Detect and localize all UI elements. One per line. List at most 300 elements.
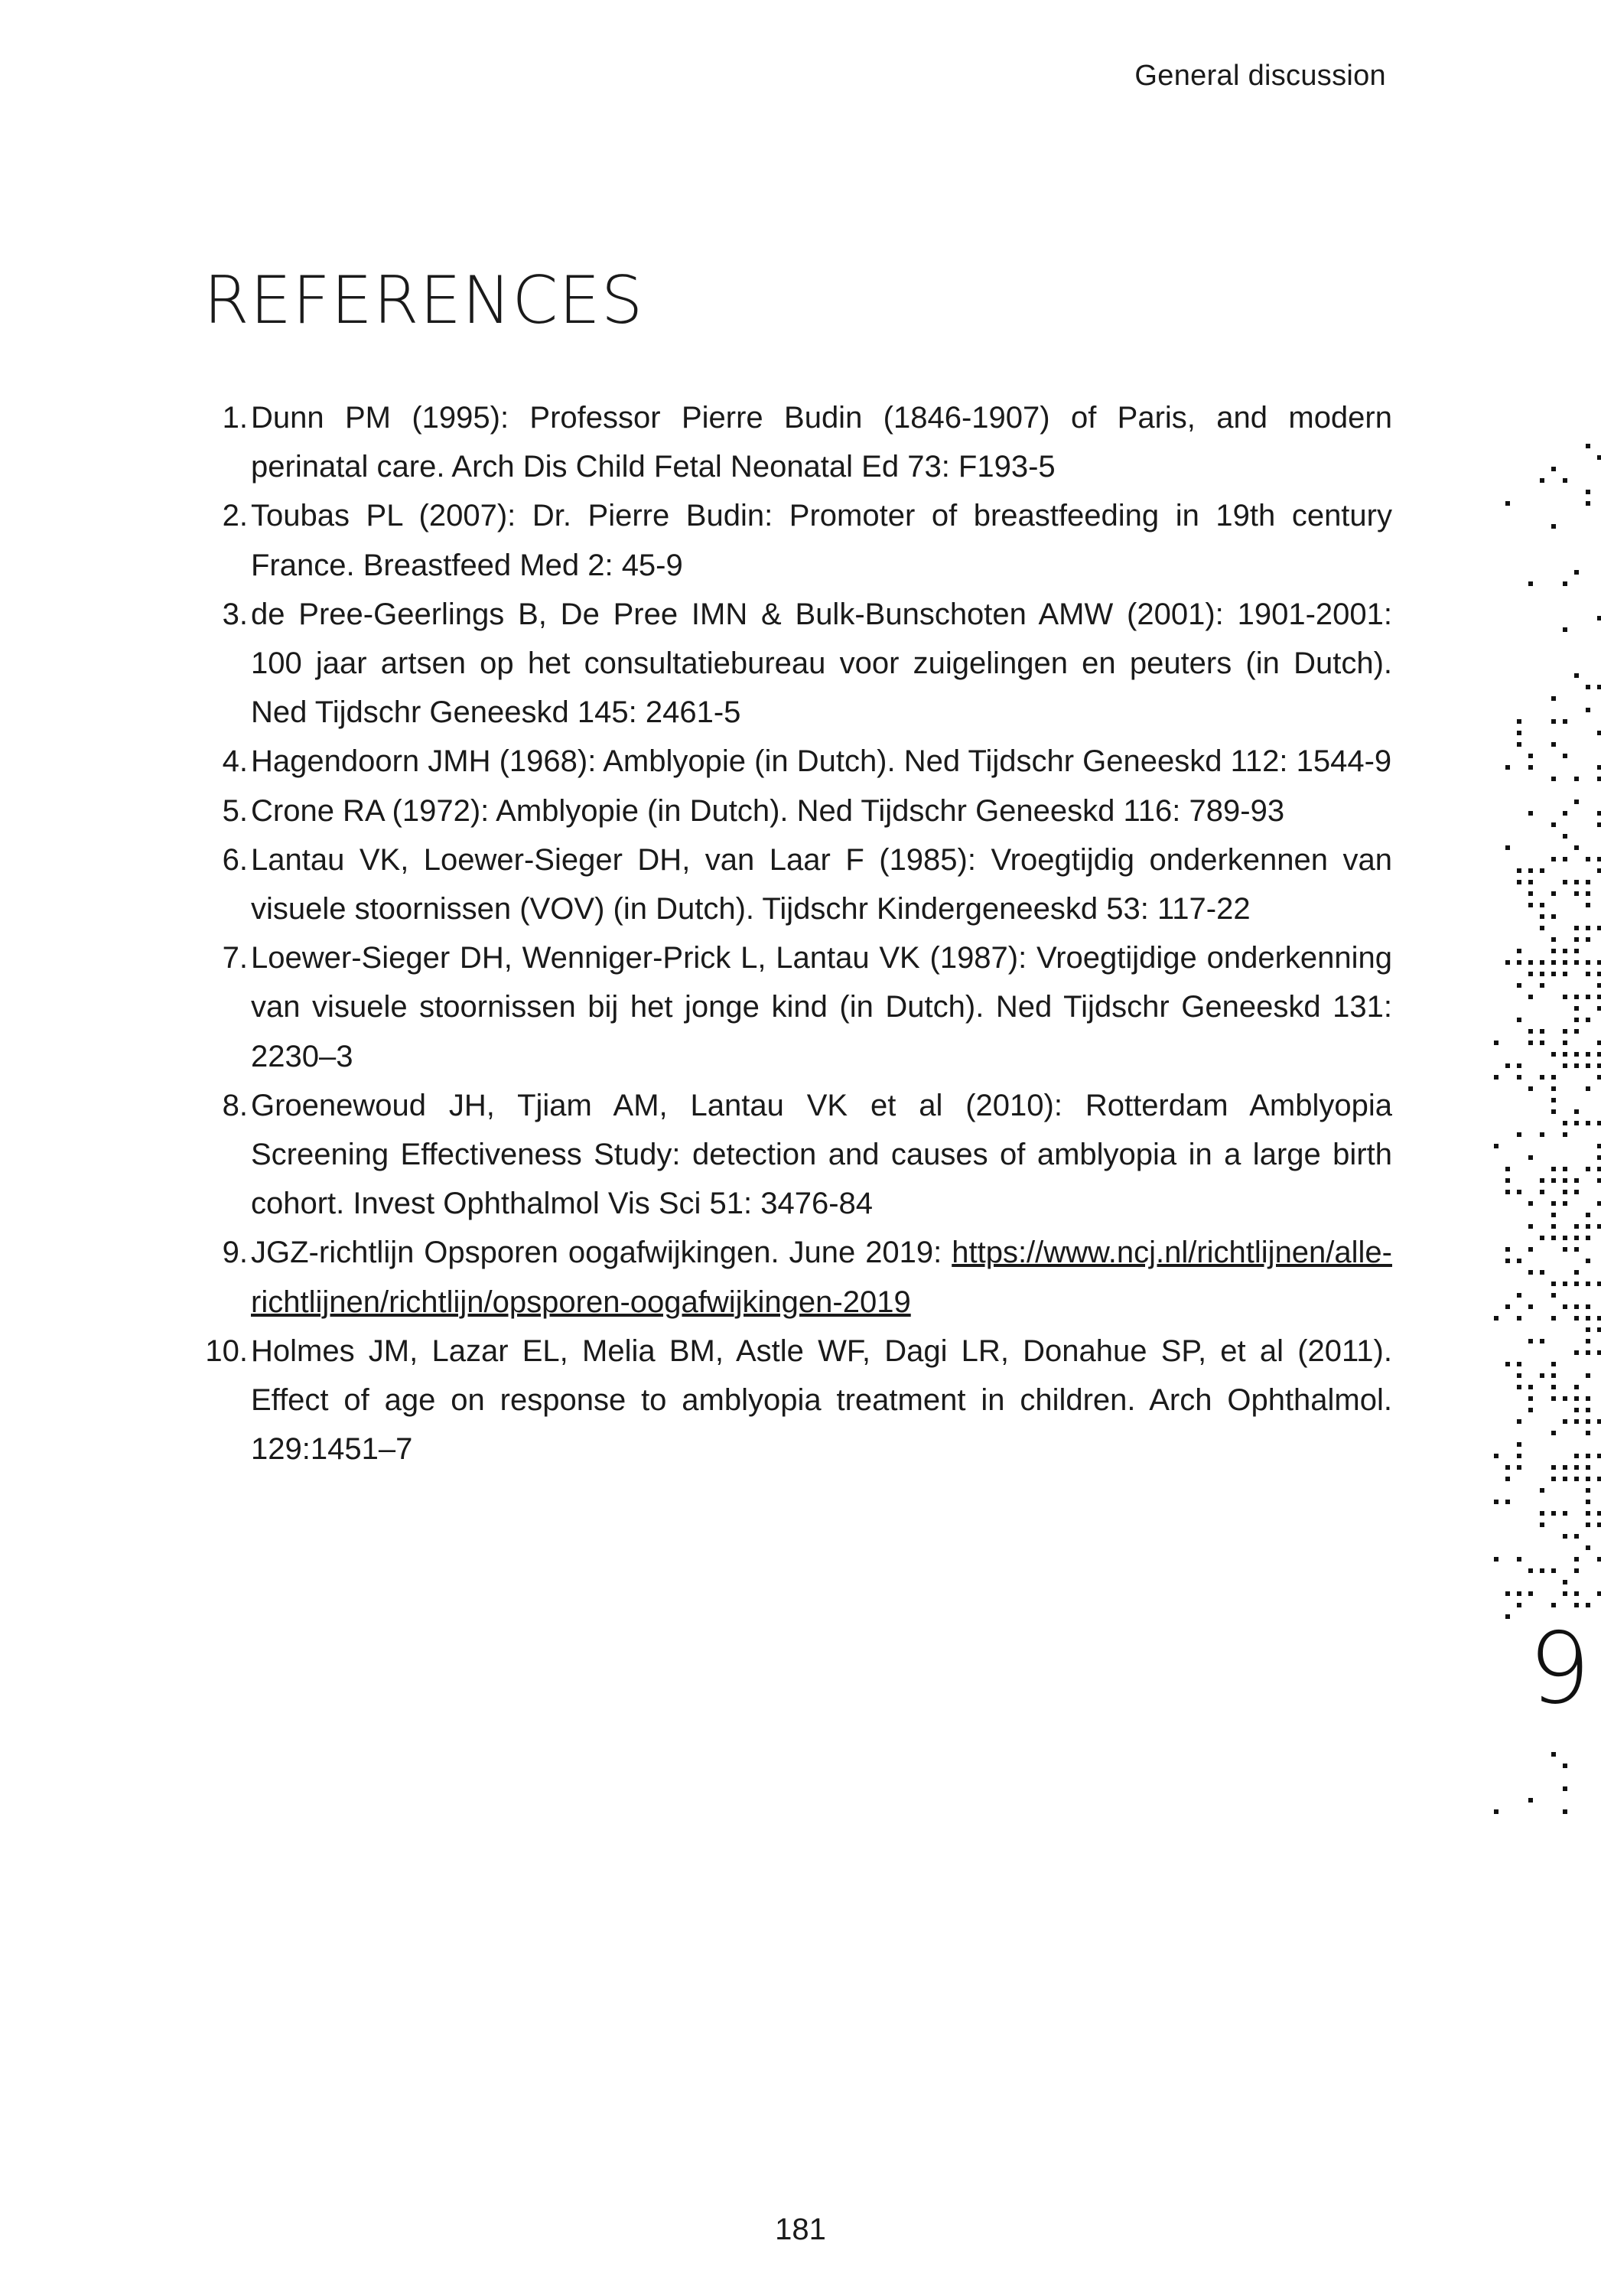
pattern-dot (1574, 960, 1579, 965)
pattern-dot (1586, 1477, 1590, 1481)
pattern-dot (1563, 719, 1567, 724)
pattern-dot (1586, 1224, 1590, 1229)
pattern-dot (1494, 1316, 1498, 1321)
pattern-dot (1597, 1041, 1601, 1045)
pattern-dot (1597, 1511, 1601, 1516)
pattern-dot (1574, 937, 1579, 942)
pattern-dot (1540, 960, 1544, 965)
pattern-dot (1563, 1396, 1567, 1401)
reference-number: 1. (222, 401, 248, 435)
pattern-dot (1563, 1201, 1567, 1206)
pattern-dot (1505, 501, 1510, 506)
pattern-dot (1517, 1316, 1521, 1321)
pattern-dot (1586, 1316, 1590, 1321)
pattern-dot (1586, 1465, 1590, 1470)
pattern-dot (1528, 972, 1533, 976)
pattern-dot (1597, 765, 1601, 770)
pattern-dot (1597, 983, 1601, 988)
pattern-dot (1528, 1155, 1533, 1160)
pattern-dot (1574, 926, 1579, 930)
pattern-dot (1505, 1614, 1510, 1619)
pattern-dot (1517, 1259, 1521, 1263)
pattern-dot (1563, 949, 1567, 953)
pattern-dot (1551, 696, 1556, 701)
pattern-dot (1505, 1362, 1510, 1366)
pattern-dot (1551, 822, 1556, 827)
pattern-dot (1574, 1454, 1579, 1458)
pattern-dot (1540, 1029, 1544, 1034)
pattern-dot (1574, 1006, 1579, 1011)
pattern-dot (1551, 914, 1556, 919)
pattern-dot (1574, 949, 1579, 953)
pattern-dot (1597, 1006, 1601, 1011)
pattern-dot (1528, 1270, 1533, 1275)
pattern-dot (1563, 995, 1567, 999)
pattern-dot (1517, 1373, 1521, 1378)
reference-text: de Pree-Geerlings B, De Pree IMN & Bulk-Bunschoten AMW (2001): 1901-2001: 100 jaar artsen op het consultatiebureau voor zuigelingen en peuters (in Dutch). Ned Tijdschr Geneeskd 145: 2461-5 (251, 597, 1392, 730)
pattern-dot (1551, 1213, 1556, 1217)
pattern-dot (1586, 1350, 1590, 1355)
pattern-dot (1551, 1316, 1556, 1321)
pattern-dot (1586, 1282, 1590, 1286)
pattern-dot (1517, 1293, 1521, 1298)
pattern-dot (1597, 1201, 1601, 1206)
pattern-dot (1551, 742, 1556, 747)
reference-number: 9. (222, 1236, 248, 1270)
pattern-dot (1517, 1603, 1521, 1607)
pattern-dot (1540, 1041, 1544, 1045)
pattern-dot (1528, 1408, 1533, 1412)
pattern-dot (1597, 1075, 1601, 1080)
pattern-dot (1574, 1190, 1579, 1194)
pattern-dot (1540, 914, 1544, 919)
pattern-dot (1586, 490, 1590, 494)
pattern-dot (1597, 1454, 1601, 1458)
pattern-dot (1517, 1465, 1521, 1470)
pattern-dot (1540, 1523, 1544, 1527)
pattern-dot (1574, 1534, 1579, 1539)
pattern-dot (1517, 719, 1521, 724)
reference-text: Lantau VK, Loewer-Sieger DH, van Laar F (1985): Vroegtijdig onderkennen van visuele stoornissen (VOV) (in Dutch). Tijdschr Kindergeneeskd 53: 117-22 (251, 842, 1392, 927)
pattern-dot (1563, 1190, 1567, 1194)
pattern-dot (1586, 937, 1590, 942)
pattern-dot (1563, 754, 1567, 758)
pattern-dot (1586, 1396, 1590, 1401)
running-header: General discussion (1134, 60, 1386, 92)
pattern-dot (1574, 1568, 1579, 1573)
pattern-dot (1528, 754, 1533, 758)
pattern-dot (1540, 1178, 1544, 1183)
pattern-dot (1517, 1063, 1521, 1068)
pattern-dot (1540, 983, 1544, 988)
pattern-dot (1528, 1396, 1533, 1401)
pattern-dot (1494, 1809, 1498, 1814)
pattern-dot (1586, 1304, 1590, 1309)
pattern-dot (1586, 1167, 1590, 1171)
pattern-dot (1586, 1373, 1590, 1378)
pattern-dot (1505, 845, 1510, 850)
pattern-dot (1517, 960, 1521, 965)
pattern-dot (1586, 880, 1590, 884)
pattern-dot (1586, 891, 1590, 896)
pattern-dot (1563, 1591, 1567, 1596)
pattern-dot (1563, 1511, 1567, 1516)
pattern-dot (1586, 444, 1590, 448)
pattern-dot (1574, 1385, 1579, 1389)
pattern-dot (1574, 1236, 1579, 1240)
pattern-dot (1574, 1591, 1579, 1596)
pattern-dot (1563, 972, 1567, 976)
pattern-dot (1586, 1603, 1590, 1607)
pattern-dot (1505, 1500, 1510, 1504)
pattern-dot (1528, 765, 1533, 770)
reference-item (199, 590, 1392, 738)
pattern-dot (1574, 1396, 1579, 1401)
pattern-dot (1540, 1132, 1544, 1137)
pattern-dot (1551, 1224, 1556, 1229)
pattern-dot (1517, 742, 1521, 747)
pattern-dot (1551, 1603, 1556, 1607)
reference-number: 2. (222, 499, 248, 533)
pattern-dot (1505, 1465, 1510, 1470)
pattern-dot (1574, 800, 1579, 804)
pattern-dot (1540, 868, 1544, 873)
pattern-dot (1528, 581, 1533, 586)
pattern-dot (1563, 1132, 1567, 1137)
pattern-dot (1574, 1304, 1579, 1309)
pattern-dot (1586, 1259, 1590, 1263)
pattern-dot (1586, 1500, 1590, 1504)
pattern-dot (1586, 1018, 1590, 1022)
pattern-dot (1563, 1167, 1567, 1171)
pattern-dot (1505, 1190, 1510, 1194)
pattern-dot (1597, 1144, 1601, 1148)
pattern-dot (1528, 1591, 1533, 1596)
pattern-dot (1563, 1236, 1567, 1240)
pattern-dot (1551, 1477, 1556, 1481)
reference-text: Toubas PL (2007): Dr. Pierre Budin: Promoter of breastfeeding in 19th century France. Breastfeed Med 2: 45-9 (251, 499, 1392, 582)
pattern-dot (1586, 1052, 1590, 1057)
reference-item (199, 491, 1392, 589)
pattern-dot (1586, 1545, 1590, 1550)
pattern-dot (1586, 857, 1590, 861)
section-heading: REFERENCES (203, 262, 644, 339)
pattern-dot (1563, 1121, 1567, 1125)
pattern-dot (1586, 926, 1590, 930)
pattern-dot (1505, 1304, 1510, 1309)
reference-url-link[interactable]: https://www.ncj.nl/richtlijnen/alle-richtlijnen/richtlijn/opsporen-oogafwijkingen-2019 (251, 1236, 1392, 1319)
pattern-dot (1528, 811, 1533, 816)
pattern-dot (1551, 1396, 1556, 1401)
pattern-dot (1563, 1465, 1567, 1470)
pattern-dot (1563, 811, 1567, 816)
pattern-dot (1540, 1488, 1544, 1493)
pattern-dot (1540, 972, 1544, 976)
pattern-dot (1574, 1029, 1579, 1034)
pattern-dot (1494, 1075, 1498, 1080)
pattern-dot (1563, 880, 1567, 884)
pattern-dot (1517, 1591, 1521, 1596)
pattern-dot (1528, 903, 1533, 907)
pattern-dot (1574, 1603, 1579, 1607)
pattern-dot (1574, 673, 1579, 678)
pattern-dot (1528, 995, 1533, 999)
pattern-dot (1551, 960, 1556, 965)
pattern-dot (1597, 822, 1601, 827)
pattern-dot (1494, 1454, 1498, 1458)
pattern-dot (1563, 1304, 1567, 1309)
pattern-dot (1540, 926, 1544, 930)
pattern-dot (1528, 1247, 1533, 1252)
pattern-dot (1586, 1236, 1590, 1240)
pattern-dot (1586, 1086, 1590, 1091)
pattern-dot (1586, 1408, 1590, 1412)
pattern-dot (1586, 501, 1590, 506)
pattern-dot (1574, 1018, 1579, 1022)
pattern-dot (1563, 1477, 1567, 1481)
pattern-dot (1528, 960, 1533, 965)
pattern-dot (1551, 1167, 1556, 1171)
pattern-dot (1505, 960, 1510, 965)
pattern-dot (1517, 868, 1521, 873)
pattern-dot (1540, 1339, 1544, 1343)
pattern-dot (1505, 1167, 1510, 1171)
pattern-dot (1597, 1591, 1601, 1596)
pattern-dot (1574, 570, 1579, 575)
pattern-dot (1528, 1086, 1533, 1091)
pattern-dot (1540, 1190, 1544, 1194)
pattern-dot (1597, 1282, 1601, 1286)
pattern-dot (1586, 1511, 1590, 1516)
pattern-dot (1563, 1041, 1567, 1045)
pattern-dot (1540, 1568, 1544, 1573)
pattern-dot (1563, 1534, 1567, 1539)
reference-text: Dunn PM (1995): Professor Pierre Budin (1846-1907) of Paris, and modern perinatal care. Arch Dis Child Fetal Neonatal Ed 73: F193-5 (251, 401, 1392, 484)
pattern-dot (1597, 1327, 1601, 1332)
pattern-dot (1540, 1075, 1544, 1080)
pattern-dot (1574, 1408, 1579, 1412)
pattern-dot (1574, 1109, 1579, 1114)
pattern-dot (1517, 1018, 1521, 1022)
pattern-dot (1574, 1121, 1579, 1125)
reference-item (199, 737, 1392, 786)
reference-item (199, 1081, 1392, 1229)
pattern-dot (1597, 1350, 1601, 1355)
pattern-dot (1574, 1270, 1579, 1275)
pattern-dot (1505, 1477, 1510, 1481)
pattern-dot (1563, 1764, 1567, 1768)
pattern-dot (1597, 1063, 1601, 1068)
pattern-dot (1540, 1511, 1544, 1516)
reference-number: 8. (222, 1088, 248, 1122)
pattern-dot (1586, 960, 1590, 965)
pattern-dot (1517, 1132, 1521, 1137)
pattern-dot (1563, 834, 1567, 839)
pattern-dot (1551, 1373, 1556, 1378)
pattern-dot (1586, 685, 1590, 689)
pattern-dot (1563, 581, 1567, 586)
reference-text: Crone RA (1972): Amblyopie (in Dutch). Ned Tijdschr Geneeskd 116: 789-93 (251, 793, 1285, 828)
pattern-dot (1586, 903, 1590, 907)
pattern-dot (1551, 891, 1556, 896)
pattern-dot (1597, 972, 1601, 976)
pattern-dot (1551, 1568, 1556, 1573)
reference-text: Loewer-Sieger DH, Wenniger-Prick L, Lantau VK (1987): Vroegtijdige onderkenning van visuele stoornissen bij het jonge kind (in Dutch). Ned Tijdschr Geneeskd 131: 2230–3 (251, 941, 1392, 1073)
pattern-dot (1563, 1809, 1567, 1814)
pattern-dot (1551, 972, 1556, 976)
pattern-dot (1528, 1041, 1533, 1045)
pattern-dot (1563, 1786, 1567, 1791)
pattern-dot (1597, 1316, 1601, 1321)
pattern-dot (1574, 880, 1579, 884)
pattern-dot (1551, 719, 1556, 724)
pattern-dot (1528, 868, 1533, 873)
pattern-dot (1574, 845, 1579, 850)
pattern-dot (1540, 1373, 1544, 1378)
pattern-dot (1586, 708, 1590, 712)
pattern-dot (1551, 1293, 1556, 1298)
pattern-dot (1517, 1419, 1521, 1424)
pattern-dot (1551, 467, 1556, 471)
pattern-dot (1528, 891, 1533, 896)
reference-text: Hagendoorn JMH (1968): Amblyopie (in Dutch). Ned Tijdschr Geneeskd 112: 1544-9 (251, 744, 1392, 779)
pattern-dot (1551, 1098, 1556, 1102)
pattern-dot (1597, 455, 1601, 460)
pattern-dot (1597, 857, 1601, 861)
pattern-dot (1597, 685, 1601, 689)
pattern-dot (1574, 1224, 1579, 1229)
pattern-dot (1574, 1282, 1579, 1286)
reference-number: 7. (222, 941, 248, 975)
pattern-dot (1528, 1568, 1533, 1573)
pattern-dot (1551, 1465, 1556, 1470)
pattern-dot (1597, 1178, 1601, 1183)
pattern-dot (1528, 1339, 1533, 1343)
page-number: 181 (775, 2213, 826, 2246)
reference-number: 3. (222, 597, 248, 631)
pattern-dot (1494, 1041, 1498, 1045)
pattern-dot (1574, 891, 1579, 896)
reference-item (199, 933, 1392, 1081)
pattern-dot (1517, 1362, 1521, 1366)
pattern-dot (1586, 1063, 1590, 1068)
pattern-dot (1551, 937, 1556, 942)
pattern-dot (1574, 1247, 1579, 1252)
pattern-dot (1597, 1155, 1601, 1160)
pattern-dot (1574, 1316, 1579, 1321)
pattern-dot (1563, 627, 1567, 632)
pattern-dot (1563, 1063, 1567, 1068)
pattern-dot (1551, 1385, 1556, 1389)
pattern-dot (1597, 811, 1601, 816)
pattern-dot (1563, 857, 1567, 861)
pattern-dot (1528, 1385, 1533, 1389)
pattern-dot (1517, 1075, 1521, 1080)
pattern-dot (1597, 1167, 1601, 1171)
pattern-dot (1586, 1523, 1590, 1527)
pattern-dot (1574, 1465, 1579, 1470)
pattern-dot (1540, 1270, 1544, 1275)
pattern-dot (1574, 777, 1579, 781)
pattern-dot (1551, 1282, 1556, 1286)
pattern-dot (1528, 1029, 1533, 1034)
pattern-dot (1517, 983, 1521, 988)
pattern-dot (1563, 1029, 1567, 1034)
pattern-dot (1563, 478, 1567, 483)
reference-item (199, 1228, 1392, 1326)
pattern-dot (1574, 1052, 1579, 1057)
pattern-dot (1551, 777, 1556, 781)
pattern-dot (1517, 880, 1521, 884)
pattern-dot (1517, 1557, 1521, 1562)
pattern-dot (1551, 524, 1556, 529)
pattern-dot (1563, 1052, 1567, 1057)
pattern-dot (1528, 1201, 1533, 1206)
pattern-dot (1528, 1304, 1533, 1309)
pattern-dot (1505, 1247, 1510, 1252)
pattern-dot (1551, 1075, 1556, 1080)
reference-item (199, 393, 1392, 491)
reference-text: Groenewoud JH, Tjiam AM, Lantau VK et al (2010): Rotterdam Amblyopia Screening Effectiveness Study: detection and causes of amblyopia in a large birth cohort. Invest Ophthalmol Vis Sci 51: 3476-84 (251, 1088, 1392, 1221)
pattern-dot (1586, 1121, 1590, 1125)
pattern-dot (1551, 949, 1556, 953)
pattern-dot (1517, 1442, 1521, 1447)
pattern-dot (1528, 880, 1533, 884)
pattern-dot (1540, 478, 1544, 483)
reference-text: JGZ-richtlijn Opsporen oogafwijkingen. June 2019: (251, 1236, 952, 1270)
pattern-dot (1574, 1557, 1579, 1562)
reference-item (199, 787, 1392, 835)
pattern-dot (1597, 616, 1601, 620)
pattern-dot (1551, 857, 1556, 861)
pattern-dot (1551, 1362, 1556, 1366)
pattern-dot (1540, 903, 1544, 907)
pattern-dot (1551, 1086, 1556, 1091)
pattern-dot (1586, 972, 1590, 976)
pattern-dot (1551, 1752, 1556, 1757)
pattern-dot (1505, 765, 1510, 770)
pattern-dot (1597, 1477, 1601, 1481)
pattern-dot (1586, 1419, 1590, 1424)
pattern-dot (1551, 1052, 1556, 1057)
reference-number: 6. (222, 842, 248, 877)
reference-item (199, 1327, 1392, 1474)
pattern-dot (1551, 1431, 1556, 1435)
pattern-dot (1597, 995, 1601, 999)
pattern-dot (1563, 1282, 1567, 1286)
pattern-dot (1574, 1063, 1579, 1068)
pattern-dot (1551, 1109, 1556, 1114)
reference-item (199, 835, 1392, 933)
pattern-dot (1528, 1798, 1533, 1803)
pattern-dot (1494, 1500, 1498, 1504)
pattern-dot (1597, 1224, 1601, 1229)
pattern-dot (1551, 1201, 1556, 1206)
pattern-dot (1586, 1454, 1590, 1458)
pattern-dot (1505, 1591, 1510, 1596)
pattern-dot (1586, 1488, 1590, 1493)
pattern-dot (1505, 1063, 1510, 1068)
pattern-dot (1505, 1259, 1510, 1263)
pattern-dot (1563, 1580, 1567, 1584)
pattern-dot (1574, 1477, 1579, 1481)
reference-number: 4. (222, 744, 248, 779)
pattern-dot (1563, 1419, 1567, 1424)
pattern-dot (1551, 1511, 1556, 1516)
pattern-dot (1586, 1327, 1590, 1332)
reference-list (199, 393, 1392, 1474)
reference-number: 5. (222, 793, 248, 828)
